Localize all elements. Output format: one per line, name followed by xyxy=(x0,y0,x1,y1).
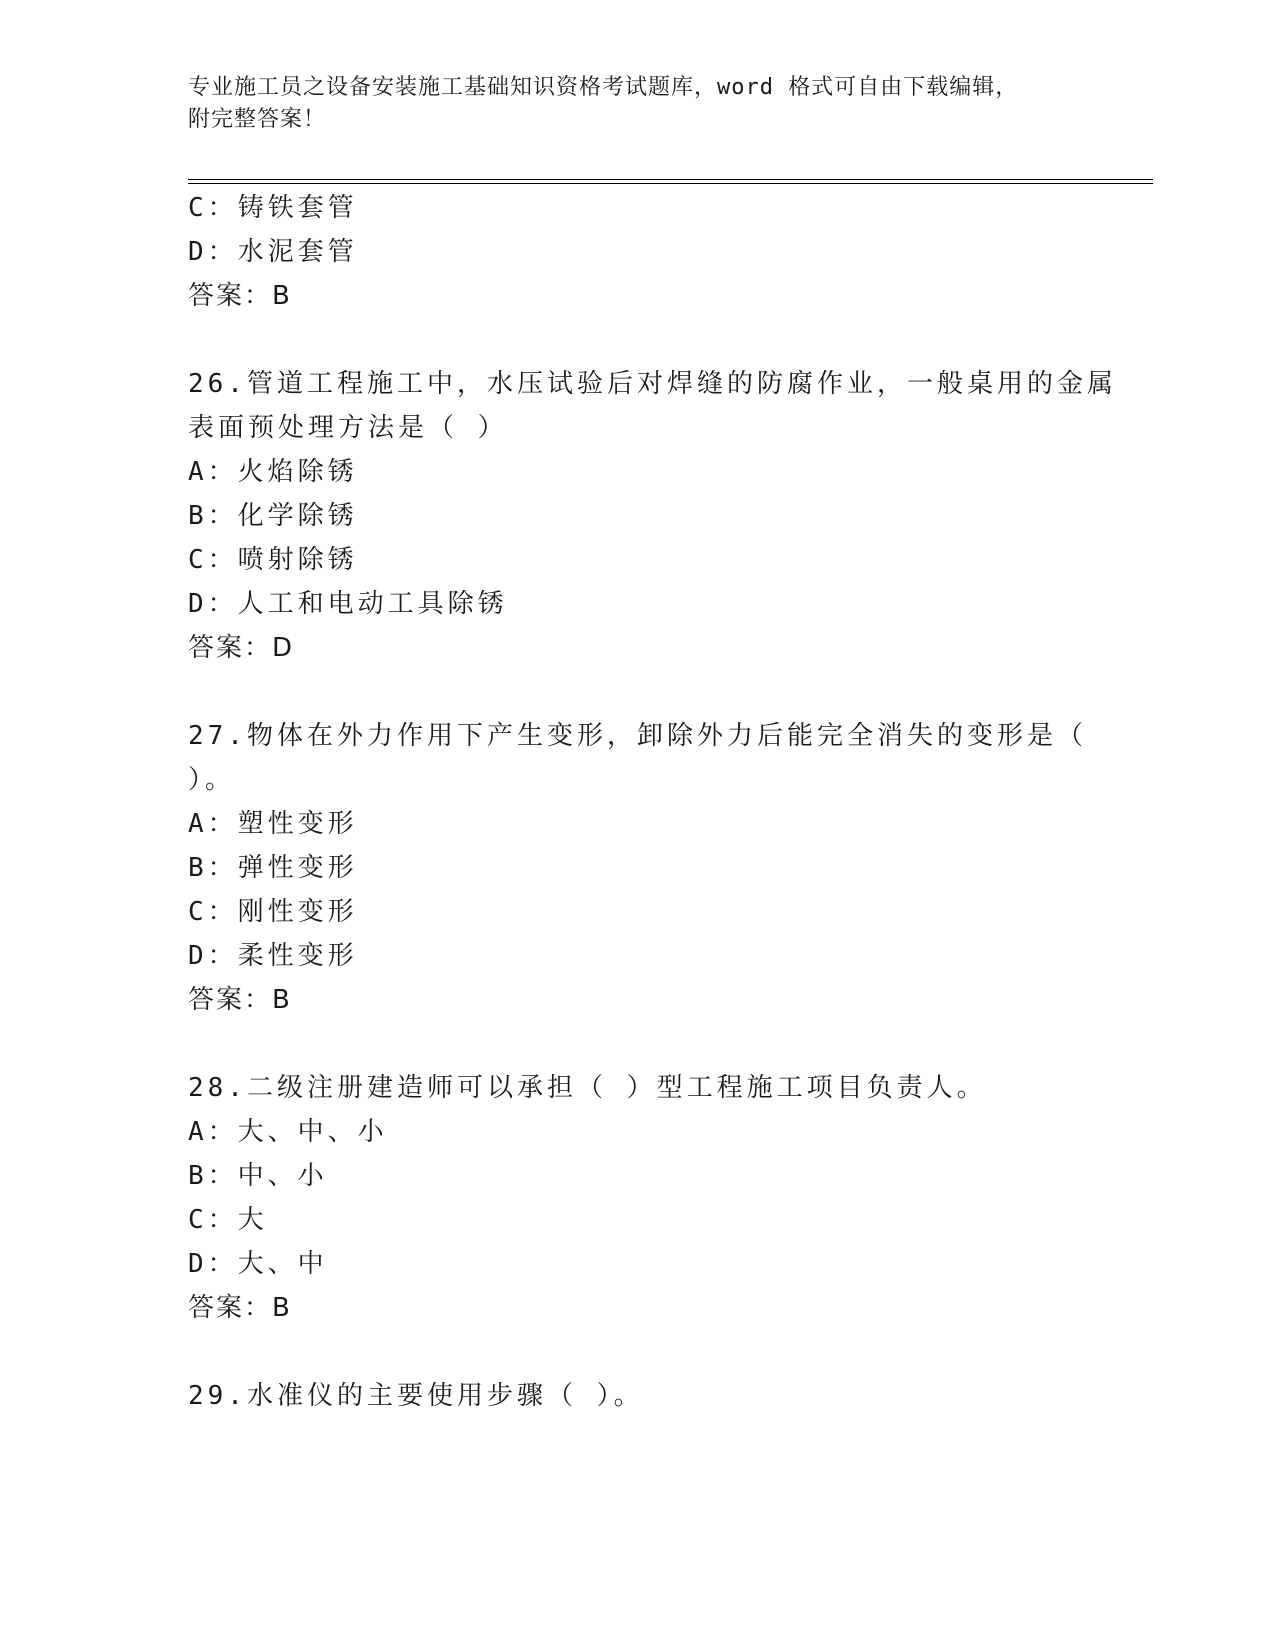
header-line-2: 附完整答案！ xyxy=(188,107,327,132)
option-c: C：刚性变形 xyxy=(188,897,358,927)
option-a: A：大、中、小 xyxy=(188,1117,388,1147)
document-header xyxy=(188,72,1088,136)
option-d: D：人工和电动工具除锈 xyxy=(188,589,508,619)
option-a: A：火焰除锈 xyxy=(188,457,358,487)
question-26-stem-cont: 表面预处理方法是（ ） xyxy=(188,413,508,443)
question-27-stem: 27.物体在外力作用下产生变形，卸除外力后能完全消失的变形是（ xyxy=(188,721,1087,751)
option-b: B：弹性变形 xyxy=(188,853,358,883)
header-line-1: 专业施工员之设备安装施工基础知识资格考试题库，word 格式可自由下载编辑， xyxy=(188,75,1019,100)
question-26-stem: 26.管道工程施工中，水压试验后对焊缝的防腐作业，一般桌用的金属 xyxy=(188,369,1117,399)
option-c: C：喷射除锈 xyxy=(188,545,358,575)
answer: 答案：B xyxy=(188,985,292,1015)
option-d: D：大、中 xyxy=(188,1249,328,1279)
question-27-stem-cont: ）。 xyxy=(188,765,236,795)
answer: 答案：B xyxy=(188,1293,292,1323)
answer: 答案：B xyxy=(188,281,292,311)
option-d: D：柔性变形 xyxy=(188,941,358,971)
question-28-stem: 28.二级注册建造师可以承担（ ）型工程施工项目负责人。 xyxy=(188,1073,987,1103)
option-c: C：铸铁套管 xyxy=(188,193,358,223)
question-29-stem: 29.水准仪的主要使用步骤（ ）。 xyxy=(188,1381,644,1411)
header-divider-bottom xyxy=(188,183,1153,184)
option-a: A：塑性变形 xyxy=(188,809,358,839)
option-c: C：大 xyxy=(188,1205,268,1235)
header-divider-top xyxy=(188,179,1153,180)
option-d: D：水泥套管 xyxy=(188,237,358,267)
option-b: B：中、小 xyxy=(188,1161,328,1191)
answer: 答案：D xyxy=(188,633,295,663)
option-b: B：化学除锈 xyxy=(188,501,358,531)
